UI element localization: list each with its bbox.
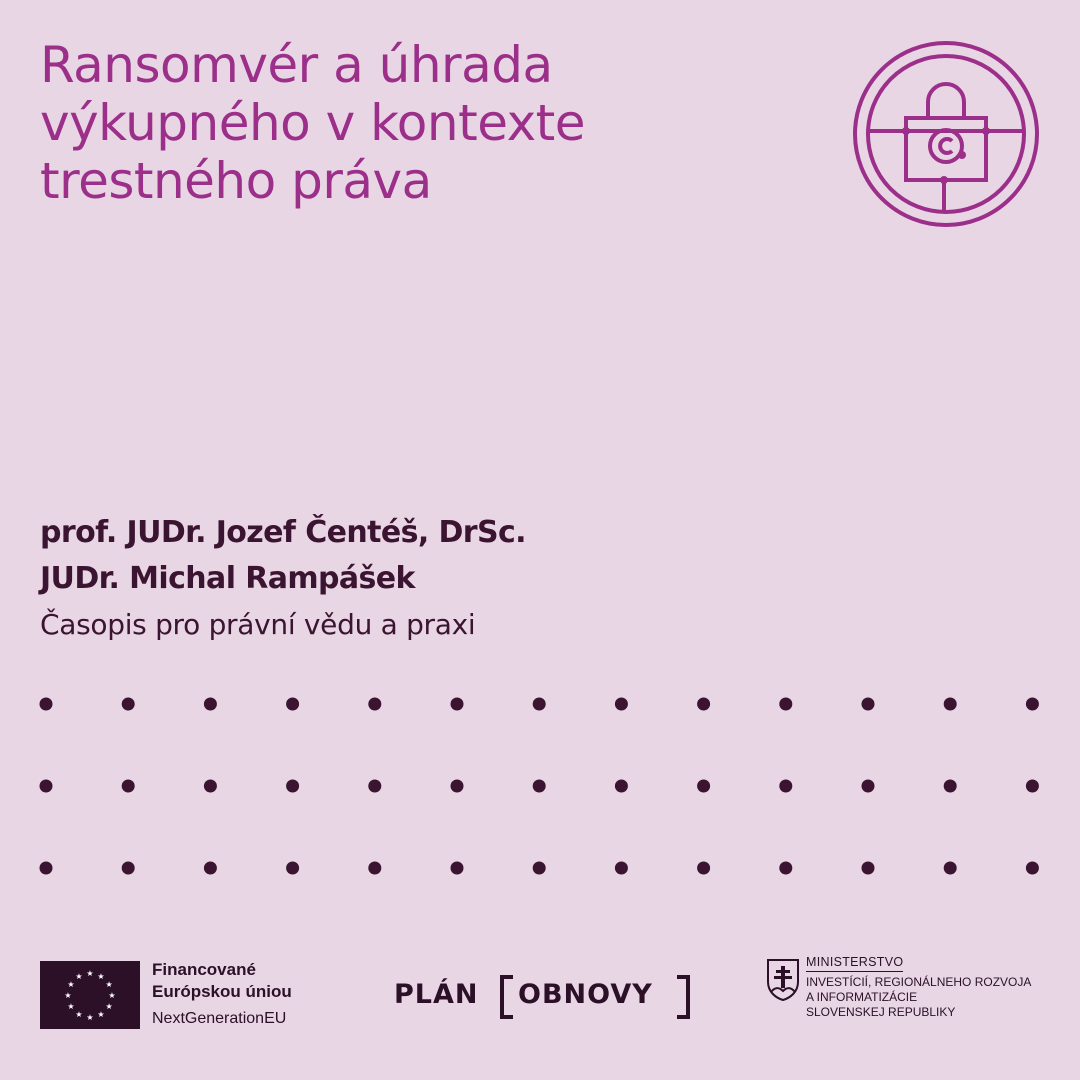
decorative-dot [533,862,546,875]
left-bracket [500,975,513,1019]
decorative-dot [697,862,710,875]
decorative-dot [862,698,875,711]
decorative-dot [615,698,628,711]
eu-star-icon: ★ [64,991,72,1000]
decorative-dot [533,780,546,793]
decorative-dot [862,780,875,793]
eu-line-2: Európskou úniou [152,982,292,1001]
ministry-text [806,955,1031,1020]
decorative-dot [1026,780,1039,793]
decorative-dot [451,780,464,793]
decorative-dot [286,780,299,793]
eu-funding-text [152,959,292,1032]
decorative-dot [286,698,299,711]
decorative-dot [1026,698,1039,711]
decorative-dot [286,862,299,875]
eu-star-icon: ★ [67,980,75,989]
decorative-dot [368,862,381,875]
decorative-dot [862,862,875,875]
decorative-dot [944,698,957,711]
ministry-heading: MINISTERSTVO [806,955,903,972]
decorative-dot [122,862,135,875]
title-line-3: trestného práva [40,152,432,210]
author-1: prof. JUDr. Jozef Čentéš, DrSc. [40,515,526,550]
authors-block [40,510,526,648]
ministry-line-3: SLOVENSKEJ REPUBLIKY [806,1005,956,1019]
footer-logos [0,955,1080,1045]
decorative-dot [368,698,381,711]
eu-flag-icon [40,961,140,1029]
title-line-2: výkupného v kontexte [40,94,586,152]
decorative-dot [697,698,710,711]
decorative-dot [204,780,217,793]
decorative-dot [615,780,628,793]
eu-star-icon: ★ [97,1010,105,1020]
decorative-dot [204,698,217,711]
eu-star-icon: ★ [86,969,94,978]
decorative-dot [368,780,381,793]
decorative-dot [779,780,792,793]
decorative-dot [122,780,135,793]
eu-star-icon: ★ [105,1002,113,1011]
decorative-dot [122,698,135,711]
ministry-line-2: A INFORMATIZÁCIE [806,990,918,1004]
eu-star-icon: ★ [86,1013,94,1022]
author-2: JUDr. Michal Rampášek [40,561,415,596]
decorative-dot [697,780,710,793]
decorative-dot [533,698,546,711]
ministry-line-1: INVESTÍCIÍ, REGIONÁLNEHO ROZVOJA [806,975,1032,989]
eu-star-icon: ★ [97,971,105,981]
obnovy-word: OBNOVY [518,979,653,1010]
eu-line-1: Financované [152,960,256,979]
decorative-dot [40,698,53,711]
decorative-dot [1026,862,1039,875]
decorative-dot [779,862,792,875]
eu-star-icon: ★ [108,991,116,1000]
decorative-dot [204,862,217,875]
page-title [40,36,800,210]
decorative-dot [40,780,53,793]
journal-name: Časopis pro právní vědu a praxi [40,608,476,641]
decorative-dot [944,780,957,793]
eu-star-icon: ★ [67,1002,75,1011]
padlock-copyright-icon [852,40,1040,228]
plan-word: PLÁN [394,979,479,1010]
decorative-dot [451,698,464,711]
decorative-dot [40,862,53,875]
decorative-dot [944,862,957,875]
title-line-1: Ransomvér a úhrada [40,36,553,94]
decorative-dot [451,862,464,875]
right-bracket [677,975,690,1019]
decorative-dot [615,862,628,875]
coat-of-arms-icon [766,958,800,1002]
eu-star-icon: ★ [75,971,83,981]
eu-star-icon: ★ [75,1010,83,1020]
eu-line-3: NextGenerationEU [152,1010,287,1027]
decorative-dot [779,698,792,711]
eu-star-icon: ★ [105,980,113,989]
